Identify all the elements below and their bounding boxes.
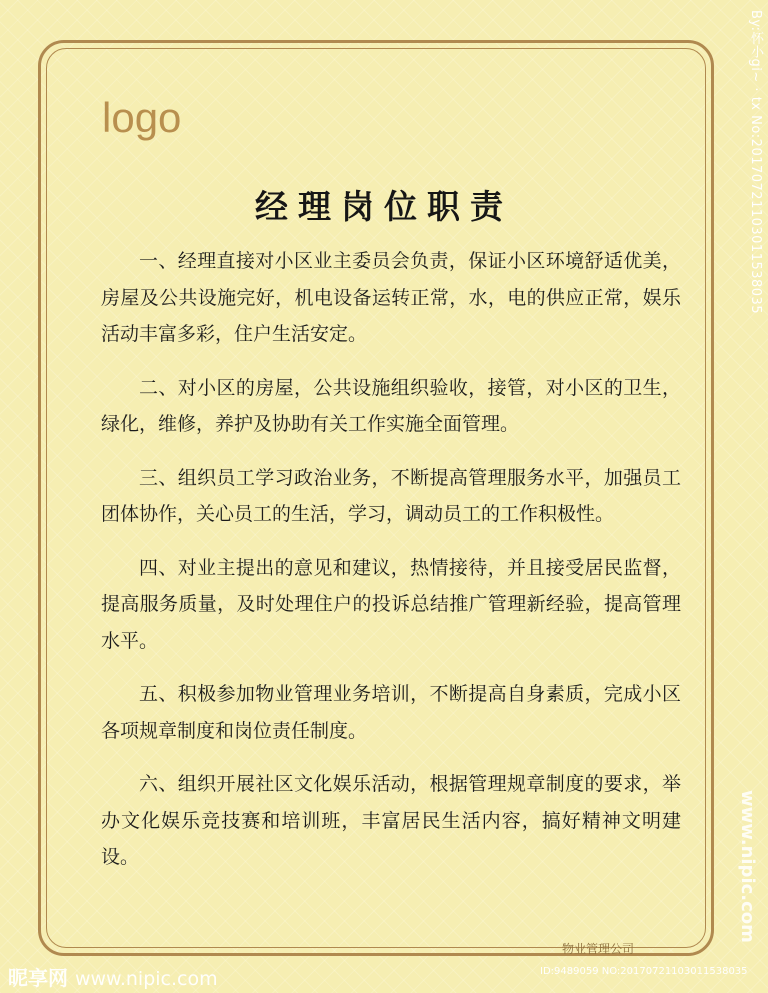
watermark-side-site: www.nipic.com <box>737 790 758 943</box>
duties-list <box>101 243 681 893</box>
watermark-id: ID:9489059 NO:20170721103011538035 <box>540 966 748 977</box>
duty-paragraph-4: 四、对业主提出的意见和建议，热情接待，并且接受居民监督，提高服务质量，及时处理住户的投诉总结推广管理新经验，提高管理水平。 <box>101 556 681 652</box>
duty-paragraph-5: 五、积极参加物业管理业务培训，不断提高自身素质，完成小区各项规章制度和岗位责任制度。 <box>101 683 681 742</box>
watermark-site: www.nipic.com <box>74 968 218 990</box>
watermark-brand-name: 昵享网 <box>8 966 68 990</box>
duty-paragraph-1: 一、经理直接对小区业主委员会负责，保证小区环境舒适优美，房屋及公共设施完好，机电设备运转正常，水，电的供应正常，娱乐活动丰富多彩，住户生活安定。 <box>101 250 681 345</box>
company-name: 物业管理公司 <box>562 942 635 956</box>
duty-paragraph-2: 二、对小区的房屋，公共设施组织验收，接管，对小区的卫生，绿化，维修，养护及协助有关工作实施全面管理。 <box>101 376 681 435</box>
watermark-brand <box>8 962 218 991</box>
page-title: 经理岗位职责 <box>255 187 513 226</box>
duty-paragraph-6: 六、组织开展社区文化娱乐活动，根据管理规章制度的要求，举办文化娱乐竞技赛和培训班，丰富居民生活内容，搞好精神文明建设。 <box>101 773 681 868</box>
watermark-side-text: By:怀小gi~ · tx No:20170721103011538035 <box>748 10 763 315</box>
duty-paragraph-3: 三、组织员工学习政治业务，不断提高管理服务水平，加强员工团体协作，关心员工的生活，学习，调动员工的工作积极性。 <box>101 466 681 525</box>
logo: logo <box>102 94 182 141</box>
